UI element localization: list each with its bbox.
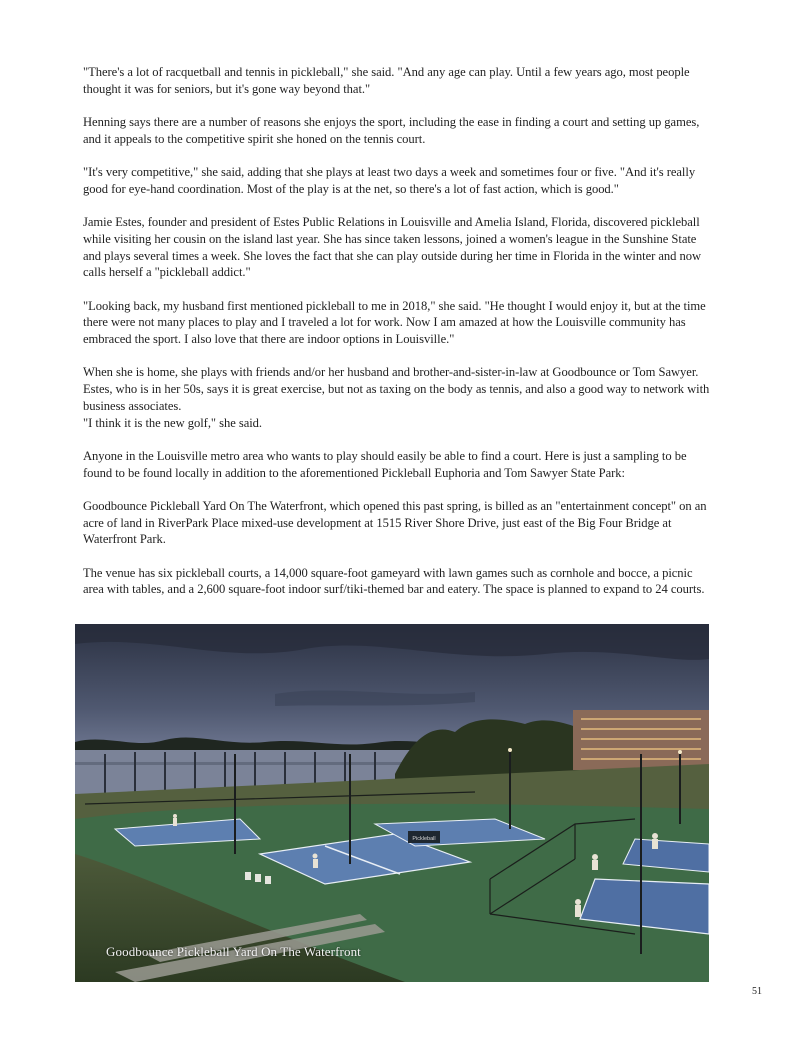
paragraph: When she is home, she plays with friends and/or her husband and brother-and-sister-in-law at Goodbounce or Tom Sawyer. Estes, who is in her 50s, says it is great exercise, but not as taxing on the body as tennis, and also a good way to network with business associates. <box>83 365 710 413</box>
paragraph: The venue has six pickleball courts, a 14,000 square-foot gameyard with lawn games such as cornhole and bocce, a picnic area with tables, and a 2,600 square-foot indoor surf/tiki-themed bar and eatery. The space is planned to expand to 24 courts. <box>83 565 705 597</box>
quote-line: "I think it is the new golf," she said. <box>83 415 263 430</box>
court-sign-text: Pickleball <box>412 836 436 842</box>
paragraph: "It's very competitive," she said, adding that she plays at least two days a week and sometimes four or five. "And it's really good for eye-hand coordination. Most of the play is at the net, so there's a lot of fast action, which is good." <box>83 164 696 196</box>
paragraph: "There's a lot of racquetball and tennis in pickleball," she said. "And any age can play. Until a few years ago, most people thought it was for seniors, but it's gone way beyond that." <box>83 65 690 96</box>
page-number: 51 <box>752 986 762 997</box>
paragraph: Jamie Estes, founder and president of Estes Public Relations in Louisville and Amelia Island, Florida, discovered pickleball while visiting her cousin on the island last year. She has since taken lessons, joined a women's league in the Sunshine State and plays several times a week. She loves the fact that she can play outside during her time in Florida in the winter and now calls herself a "pickleball addict." <box>83 214 702 280</box>
paragraph: Henning says there are a number of reasons she enjoys the sport, including the ease in finding a court and setting up games, and it appeals to the competitive spirit she honed on the tennis court. <box>83 114 700 146</box>
paragraph: Anyone in the Louisville metro area who wants to play should easily be able to find a court. Here is just a sampling to be found to be found locally in addition to the aforementioned Pickleball Euphoria and Tom Sawyer State Park: <box>83 448 687 480</box>
photo-caption: Goodbounce Pickleball Yard On The Waterfront <box>106 944 361 959</box>
paragraph: Goodbounce Pickleball Yard On The Waterfront, which opened this past spring, is billed as an "entertainment concept" on an acre of land in RiverPark Place mixed-use development at 1515 River Shore Drive, just east of the Big Four Bridge at Waterfront Park. <box>83 498 707 547</box>
article-body <box>83 64 713 615</box>
paragraph: "Looking back, my husband first mentioned pickleball to me in 2018," she said. "He thought I would enjoy it, but at the time there were not many places to play and I traveled a lot for work. Now I am amazed at how the Louisville community has embraced the sport. I also love that there are indoor options in Louisville." <box>83 298 706 347</box>
photo-illustration <box>75 624 709 982</box>
pickleball-yard-photo <box>75 624 709 982</box>
